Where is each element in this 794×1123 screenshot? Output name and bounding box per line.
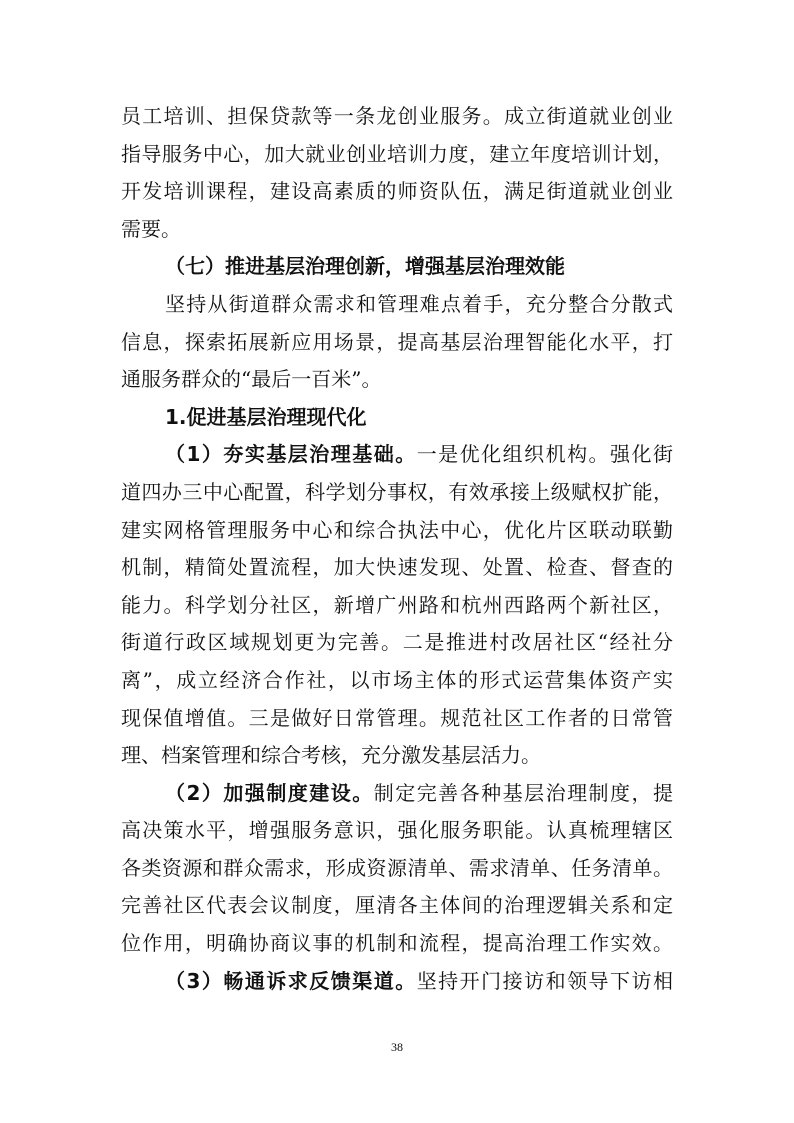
- text-line: 完善社区代表会议制度，厘清各主体间的治理逻辑关系和定: [121, 893, 673, 918]
- text-line: 理、档案管理和综合考核，充分激发基层活力。: [121, 743, 541, 768]
- text-line: 机制，精简处置流程，加大快速发现、处置、检查、督查的: [121, 555, 673, 580]
- text-line: 各类资源和群众需求，形成资源清单、需求清单、任务清单。: [121, 855, 673, 880]
- body-text: [121, 98, 673, 1000]
- text-line: 坚持从街道群众需求和管理难点着手，充分整合分散式: [165, 291, 673, 316]
- text-line: 现保值增值。三是做好日常管理。规范社区工作者的日常管: [121, 705, 673, 730]
- paragraph-lead: （1）夯实基层治理基础。: [165, 442, 417, 467]
- text-line: 位作用，明确协商议事的机制和流程，提高治理工作实效。: [121, 931, 673, 956]
- text-line: 高决策水平，增强服务意识，强化服务职能。认真梳理辖区: [121, 818, 673, 843]
- text-line: 指导服务中心，加大就业创业培训力度，建立年度培训计划，: [121, 141, 673, 166]
- section-heading: （七）推进基层治理创新，增强基层治理效能: [165, 254, 565, 279]
- paragraph-feedback: [121, 963, 673, 1001]
- text-line: 信息，探索拓展新应用场景，提高基层治理智能化水平，打: [121, 329, 673, 354]
- paragraph-continuation: [121, 98, 673, 248]
- paragraph-institutions: [121, 775, 673, 963]
- text-line: 建实网格管理服务中心和综合执法中心，优化片区联动联勤: [121, 517, 673, 542]
- text-line: 能力。科学划分社区，新增广州路和杭州西路两个新社区，: [121, 592, 673, 617]
- text-line: [121, 436, 673, 474]
- paragraph-lead: （3）畅通诉求反馈渠道。: [165, 968, 417, 993]
- text-run: 制定完善各种基层治理制度，提: [373, 780, 673, 805]
- paragraph-lead: （2）加强制度建设。: [165, 780, 374, 805]
- text-line: 街道行政区域规划更为完善。二是推进村改居社区“经社分: [121, 630, 673, 655]
- text-line: 开发培训课程，建设高素质的师资队伍，满足街道就业创业: [121, 179, 673, 204]
- paragraph-foundation: [121, 436, 673, 774]
- text-line: 通服务群众的“最后一百米”。: [121, 367, 382, 392]
- text-line: 员工培训、担保贷款等一条龙创业服务。成立街道就业创业: [121, 104, 673, 128]
- text-line: 道四办三中心配置，科学划分事权，有效承接上级赋权扩能，: [121, 479, 673, 504]
- paragraph-intro: [121, 286, 673, 399]
- text-line: [121, 963, 673, 1001]
- subsection-heading: 1.促进基层治理现代化: [165, 404, 367, 429]
- text-line: 离”，成立经济合作社，以市场主体的形式运营集体资产实: [121, 667, 673, 692]
- text-run: 一是优化组织机构。强化街: [416, 442, 673, 467]
- text-run: 坚持开门接访和领导下访相: [416, 968, 673, 993]
- page-number: 38: [391, 1040, 403, 1054]
- text-line: 需要。: [121, 216, 181, 241]
- text-line: [121, 775, 673, 813]
